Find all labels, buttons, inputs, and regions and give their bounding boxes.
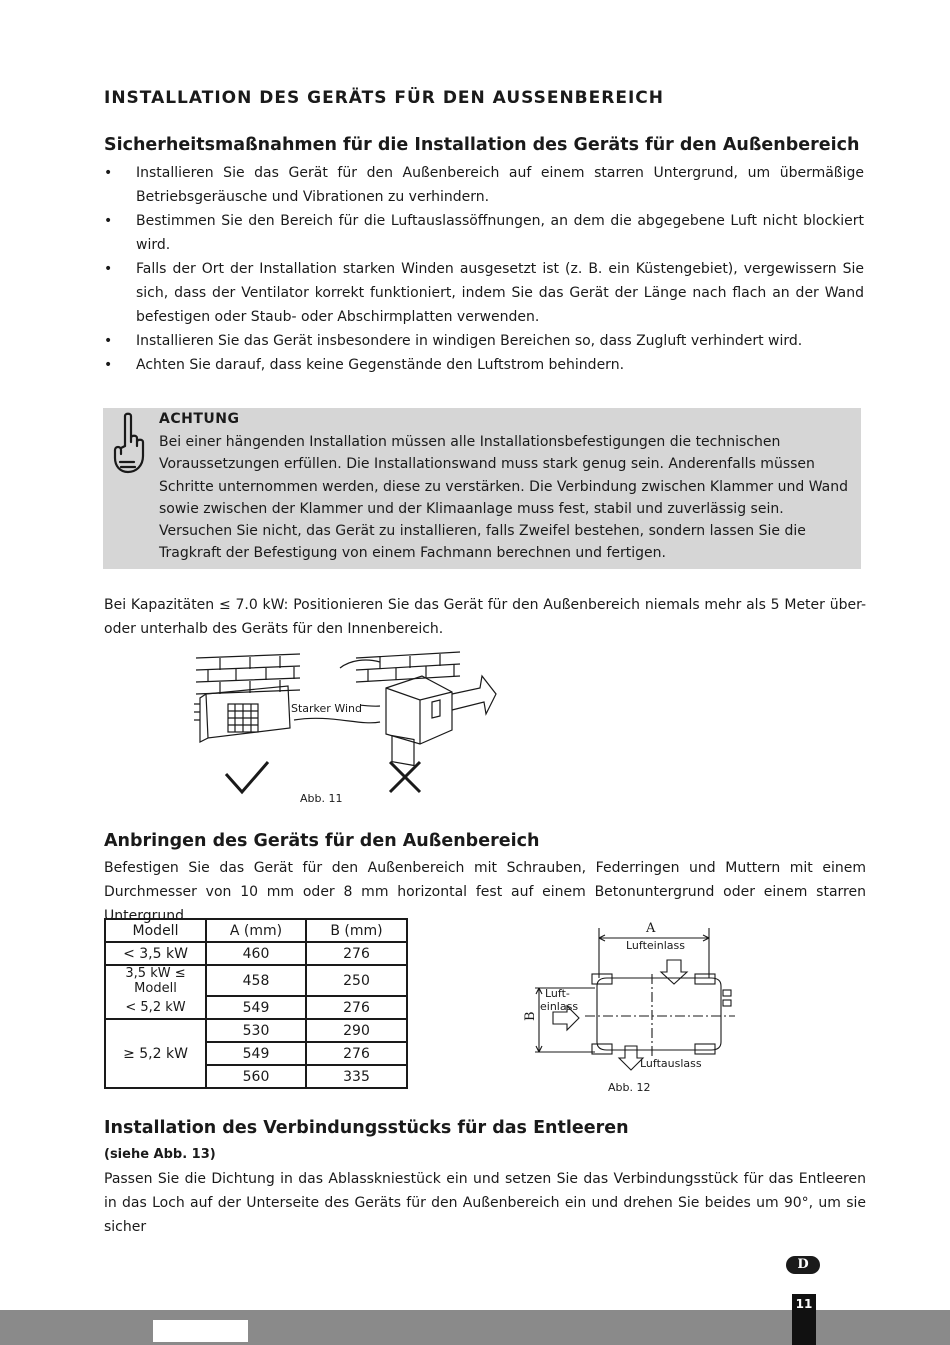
figure-12-dimension-diagram	[515, 918, 745, 1098]
bullet-item: • Bestimmen Sie den Bereich für die Luftauslassöffnungen, an dem die abgegebene Luft nicht blockiert wird.	[104, 209, 864, 257]
air-inlet-side-label: Luft-	[545, 987, 570, 1000]
table-header-cell: Modell	[105, 919, 206, 942]
table-cell-b: 250	[306, 965, 407, 996]
bullet-item: • Falls der Ort der Installation starken Winden ausgesetzt ist (z. B. ein Küstengebiet), vergewissern Sie sich, dass der Ventilator korrekt funktioniert, indem Sie das Gerät der Länge nach flach an der Wand befestigen oder Staub- oder Abschirmplatten verwenden.	[104, 257, 864, 329]
caution-box	[103, 408, 861, 569]
figure-12-caption: Abb. 12	[608, 1081, 651, 1094]
air-outlet-label: Luftauslass	[640, 1057, 702, 1070]
mounting-text: Befestigen Sie das Gerät für den Außenbereich mit Schrauben, Federringen und Muttern mit einem Durchmesser von 10 mm oder 8 mm horizontal fest auf einem Betonuntergrund oder einem starren Untergrund.	[104, 860, 866, 924]
language-badge: D	[786, 1256, 820, 1274]
table-header-cell: A (mm)	[206, 919, 306, 942]
table-cell-model: < 3,5 kW	[105, 942, 206, 965]
table-cell-model: ≥ 5,2 kW	[105, 1019, 206, 1088]
air-inlet-side-label: einlass	[540, 1000, 579, 1013]
page-title: INSTALLATION DES GERÄTS FÜR DEN AUSSENBEREICH	[104, 88, 664, 108]
page-number: 11	[792, 1294, 816, 1345]
table-header-row	[105, 919, 407, 942]
table-row	[105, 965, 407, 996]
table-cell-a: 530	[206, 1019, 306, 1042]
drain-subheading: (siehe Abb. 13)	[104, 1147, 216, 1162]
figure-11-wind-diagram	[190, 648, 510, 808]
table-cell-a: 460	[206, 942, 306, 965]
table-cell-a: 549	[206, 1042, 306, 1065]
table-cell-a: 458	[206, 965, 306, 996]
table-cell-b: 276	[306, 996, 407, 1019]
section-heading-safety: Sicherheitsmaßnahmen für die Installation des Geräts für den Außenbereich	[104, 135, 860, 155]
footer-box	[153, 1320, 248, 1342]
section-heading-mounting: Anbringen des Geräts für den Außenbereich	[104, 831, 540, 851]
table-row	[105, 996, 407, 1019]
drain-text: Passen Sie die Dichtung in das Ablasskniestück ein und setzen Sie das Verbindungsstück für das Entleeren in das Loch auf der Unterseite des Geräts für den Außenbereich ein und drehen Sie beides um 90°, um sie sicher	[104, 1171, 866, 1235]
table-row	[105, 942, 407, 965]
caution-text: Bei einer hängenden Installation müssen alle Installationsbefestigungen die technischen Voraussetzungen erfüllen. Die Installationswand muss stark genug sein. Anderenfalls müssen Schritte unternommen werden, diese zu verstärken. Die Verbindung zwischen Klammer und Wand sowie zwischen der Klammer und der Klimaanlage muss fest, stabil und zuverlässig sein. Versuchen Sie nicht, das Gerät zu installieren, falls Zweifel bestehen, sondern lassen Sie die Tragkraft der Befestigung von einem Fachmann berechnen und fertigen.	[159, 434, 849, 562]
table-cell-model: 3,5 kW ≤ Modell	[105, 965, 206, 996]
table-cell-a: 549	[206, 996, 306, 1019]
bullet-item: • Installieren Sie das Gerät für den Außenbereich auf einem starren Untergrund, um übermäßige Betriebsgeräusche und Vibrationen zu verhindern.	[104, 161, 864, 209]
table-cell-model: < 5,2 kW	[105, 996, 206, 1019]
safety-bullet-list	[104, 161, 864, 377]
table-cell-a: 560	[206, 1065, 306, 1088]
pointing-hand-icon	[108, 412, 148, 476]
air-inlet-top-label: Lufteinlass	[626, 939, 685, 952]
dimensions-table	[104, 918, 408, 1089]
table-row	[105, 1019, 407, 1042]
wind-label: Starker Wind	[291, 702, 362, 715]
table-header-cell: B (mm)	[306, 919, 407, 942]
section-heading-drain: Installation des Verbindungsstücks für das Entleeren	[104, 1118, 629, 1138]
table-cell-b: 335	[306, 1065, 407, 1088]
table-cell-b: 276	[306, 1042, 407, 1065]
capacity-note: Bei Kapazitäten ≤ 7.0 kW: Positionieren Sie das Gerät für den Außenbereich niemals mehr als 5 Meter über- oder unterhalb des Geräts für den Innenbereich.	[104, 597, 866, 637]
bullet-item: • Installieren Sie das Gerät insbesondere in windigen Bereichen so, dass Zugluft verhindert wird.	[104, 329, 864, 353]
dimension-a-label: A	[646, 921, 656, 936]
caution-title: ACHTUNG	[159, 411, 240, 427]
dimension-b-label: B	[523, 1011, 538, 1021]
table-cell-b: 290	[306, 1019, 407, 1042]
table-cell-b: 276	[306, 942, 407, 965]
figure-11-caption: Abb. 11	[300, 792, 343, 805]
bullet-item: • Achten Sie darauf, dass keine Gegenstände den Luftstrom behindern.	[104, 353, 864, 377]
